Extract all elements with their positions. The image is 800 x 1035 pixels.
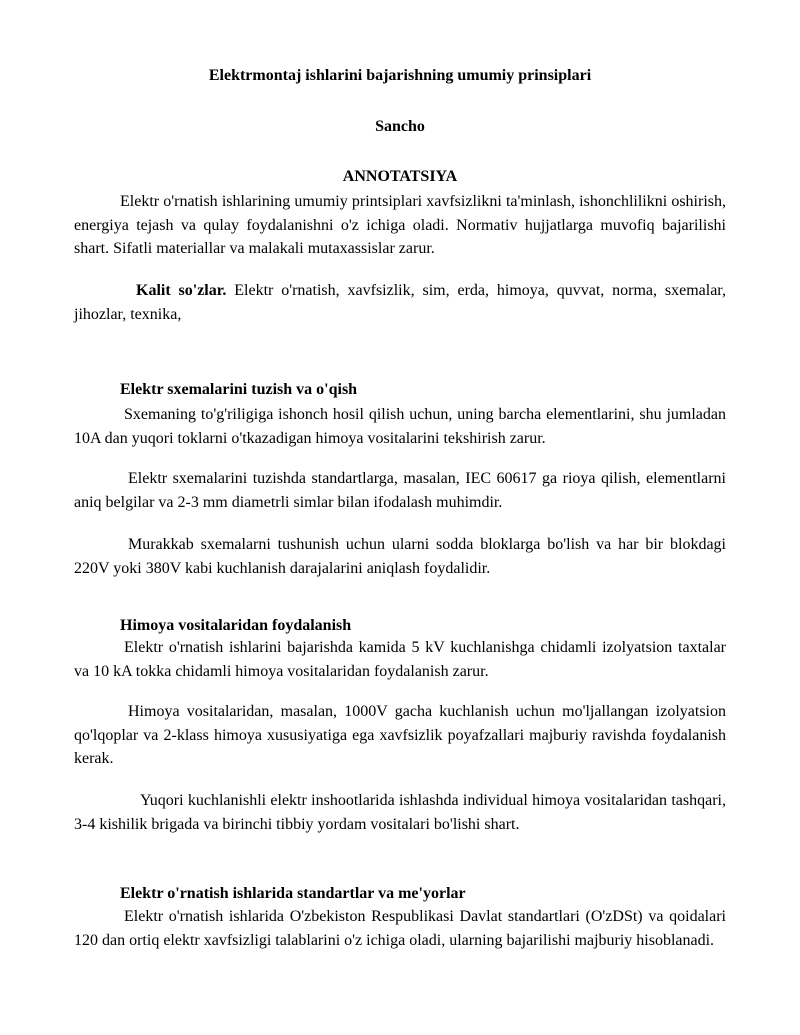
document-title: Elektrmontaj ishlarini bajarishning umumiy prinsiplari xyxy=(208,67,592,84)
section-heading-protection: Himoya vositalaridan foydalanish xyxy=(120,617,352,634)
abstract-text: Elektr o'rnatish ishlarining umumiy printsiplari xavfsizlikni ta'minlash, ishonchlilikni oshirish, energiya tejash va qulay foydalanishni o'z ichiga oladi. Normativ hujjatlarga muvofiq bajarilishi shart. Sifatli materiallar va malakali mutaxassislar zarur. xyxy=(74,193,726,257)
section-schemes-paragraph-3: Murakkab sxemalarni tushunish uchun ularni sodda bloklarga bo'lish va har bir blokdagi 220V yoki 380V kabi kuchlanish darajalarini aniqlash foydalidir. xyxy=(74,536,726,577)
section-protection-paragraph-2: Himoya vositalaridan, masalan, 1000V gacha kuchlanish uchun mo'ljallangan izolyatsion qo'lqoplar va 2-klass himoya xususiyatiga ega xavfsizlik poyafzallari majburiy ravishda foydalanish kerak. xyxy=(74,703,726,767)
keywords-label: Kalit so'zlar. xyxy=(136,282,227,299)
abstract-heading: ANNOTATSIYA xyxy=(342,168,458,185)
section-schemes-paragraph-1: Sxemaning to'g'riligiga ishonch hosil qilish uchun, uning barcha elementlarini, shu jumladan 10A dan yuqori toklarni o'tkazadigan himoya vositalarini tekshirish zarur. xyxy=(74,406,726,447)
section-heading-schemes: Elektr sxemalarini tuzish va o'qish xyxy=(120,381,358,398)
section-schemes-paragraph-2: Elektr sxemalarini tuzishda standartlarga, masalan, IEC 60617 ga rioya qilish, elementlarni aniq belgilar va 2-3 mm diametrli simlar bilan ifodalash muhimdir. xyxy=(74,470,726,511)
document-author: Sancho xyxy=(375,118,425,135)
keywords-paragraph xyxy=(74,279,726,326)
section-protection-paragraph-3: Yuqori kuchlanishli elektr inshootlarida ishlashda individual himoya vositalaridan tashqari, 3-4 kishilik brigada va birinchi tibbiy yordam vositalari bo'lishi shart. xyxy=(74,792,726,833)
section-protection-paragraph-1: Elektr o'rnatish ishlarini bajarishda kamida 5 kV kuchlanishga chidamli izolyatsion taxtalar va 10 kA tokka chidamli himoya vositalaridan foydalanish zarur. xyxy=(74,639,726,680)
section-heading-standards: Elektr o'rnatish ishlarida standartlar va me'yorlar xyxy=(120,885,466,902)
keywords-text: Elektr o'rnatish, xavfsizlik, sim, erda, himoya, quvvat, norma, sxemalar, jihozlar, texnika, xyxy=(74,282,726,323)
section-standards-paragraph-1: Elektr o'rnatish ishlarida O'zbekiston Respublikasi Davlat standartlari (O'zDSt) va qoidalari 120 dan ortiq elektr xavfsizligi talablarini o'z ichiga oladi, ularning bajarilishi majburiy hisoblanadi. xyxy=(74,908,726,949)
